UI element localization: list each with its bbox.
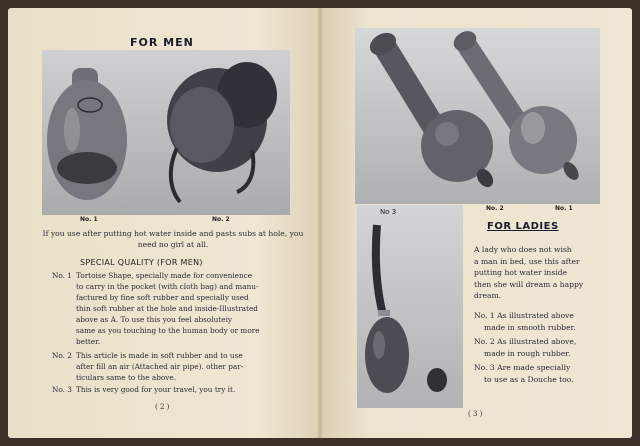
ladies-products-photo-bottom	[357, 205, 463, 408]
men-item-1-number: No. 1	[52, 271, 72, 280]
ladies-products-photo-top	[355, 28, 600, 204]
men-products-illustration	[42, 50, 290, 215]
page-number-left: ( 2 )	[155, 403, 170, 411]
men-item-1-line: same as you touching to the human body or more	[76, 326, 260, 335]
men-heading: FOR MEN	[130, 36, 194, 49]
men-item-1-line: above as A. To use this you feel absoluteiy	[76, 315, 233, 324]
ladies-item-2-line: made in rough rubber.	[484, 348, 571, 358]
ladies-item-3-line: Are made specially	[497, 363, 571, 372]
page-number-right: ( 3 )	[468, 410, 483, 418]
men-item-1-line: to carry in the pocket (with cloth bag) and manu-	[76, 282, 259, 291]
ladies-item-2-number: No. 2	[474, 337, 495, 346]
ladies-heading: FOR LADIES	[487, 221, 559, 232]
men-item-1-line: better.	[76, 337, 101, 346]
men-item-3-number: No. 3	[52, 385, 72, 394]
men-item-2-line: ticulars same to the above.	[76, 373, 177, 382]
ladies-intro-line: a man in bed, use this after	[474, 256, 580, 266]
book-gutter	[318, 8, 322, 438]
men-item-2-line: after fill an air (Attached air pipe). other par-	[76, 362, 244, 371]
ladies-item-3-number: No. 3	[474, 363, 495, 372]
ladies-intro-line: dream.	[474, 291, 502, 300]
ladies-item-2-line: As illustrated above,	[497, 337, 577, 346]
ladies-photo-label-1: No. 1	[555, 205, 573, 212]
ladies-intro-line: then she will dream a happy	[474, 279, 584, 289]
ladies-item-2	[474, 336, 624, 359]
ladies-item-3-line: to use as a Douche too.	[484, 374, 574, 384]
men-item-2-number: No. 2	[52, 351, 72, 360]
ladies-intro-text	[474, 244, 624, 302]
men-photo-label-1: No. 1	[80, 216, 98, 223]
ladies-item-1-number: No. 1	[474, 311, 495, 320]
douche-photo-label: No 3	[380, 208, 397, 216]
ladies-photo-label-2: No. 2	[486, 205, 504, 212]
ladies-intro-line: putting hot water inside	[474, 268, 567, 277]
men-intro-text: If you use after putting hot water inside and pasts subs at hole, you need no girl at all.	[42, 229, 304, 249]
men-item-1-line: Tortoise Shape, specially made for convenience	[76, 271, 253, 280]
men-item-1-line: thin soft rubber at the hole and inside-Illustrated	[76, 304, 258, 313]
douche-illustration	[357, 205, 463, 408]
ladies-intro-line: A lady who does not wish	[474, 245, 572, 254]
ladies-item-1-line: As illustrated above	[497, 311, 574, 320]
ladies-products-illustration-top	[355, 28, 600, 204]
ladies-item-1-line: made in smooth rubber.	[484, 322, 576, 332]
men-item-1-line: factured by fine soft rubber and specially used	[76, 293, 249, 302]
men-photo-label-2: No. 2	[212, 216, 230, 223]
ladies-item-3	[474, 362, 624, 385]
men-item-3-line: This is very good for your travel, you try it.	[76, 385, 236, 394]
men-products-photo	[42, 50, 290, 215]
men-item-2-line: This article is made in soft rubber and to use	[76, 351, 243, 360]
special-quality-heading: SPECIAL QUALITY (FOR MEN)	[80, 258, 203, 267]
ladies-item-1	[474, 310, 624, 333]
